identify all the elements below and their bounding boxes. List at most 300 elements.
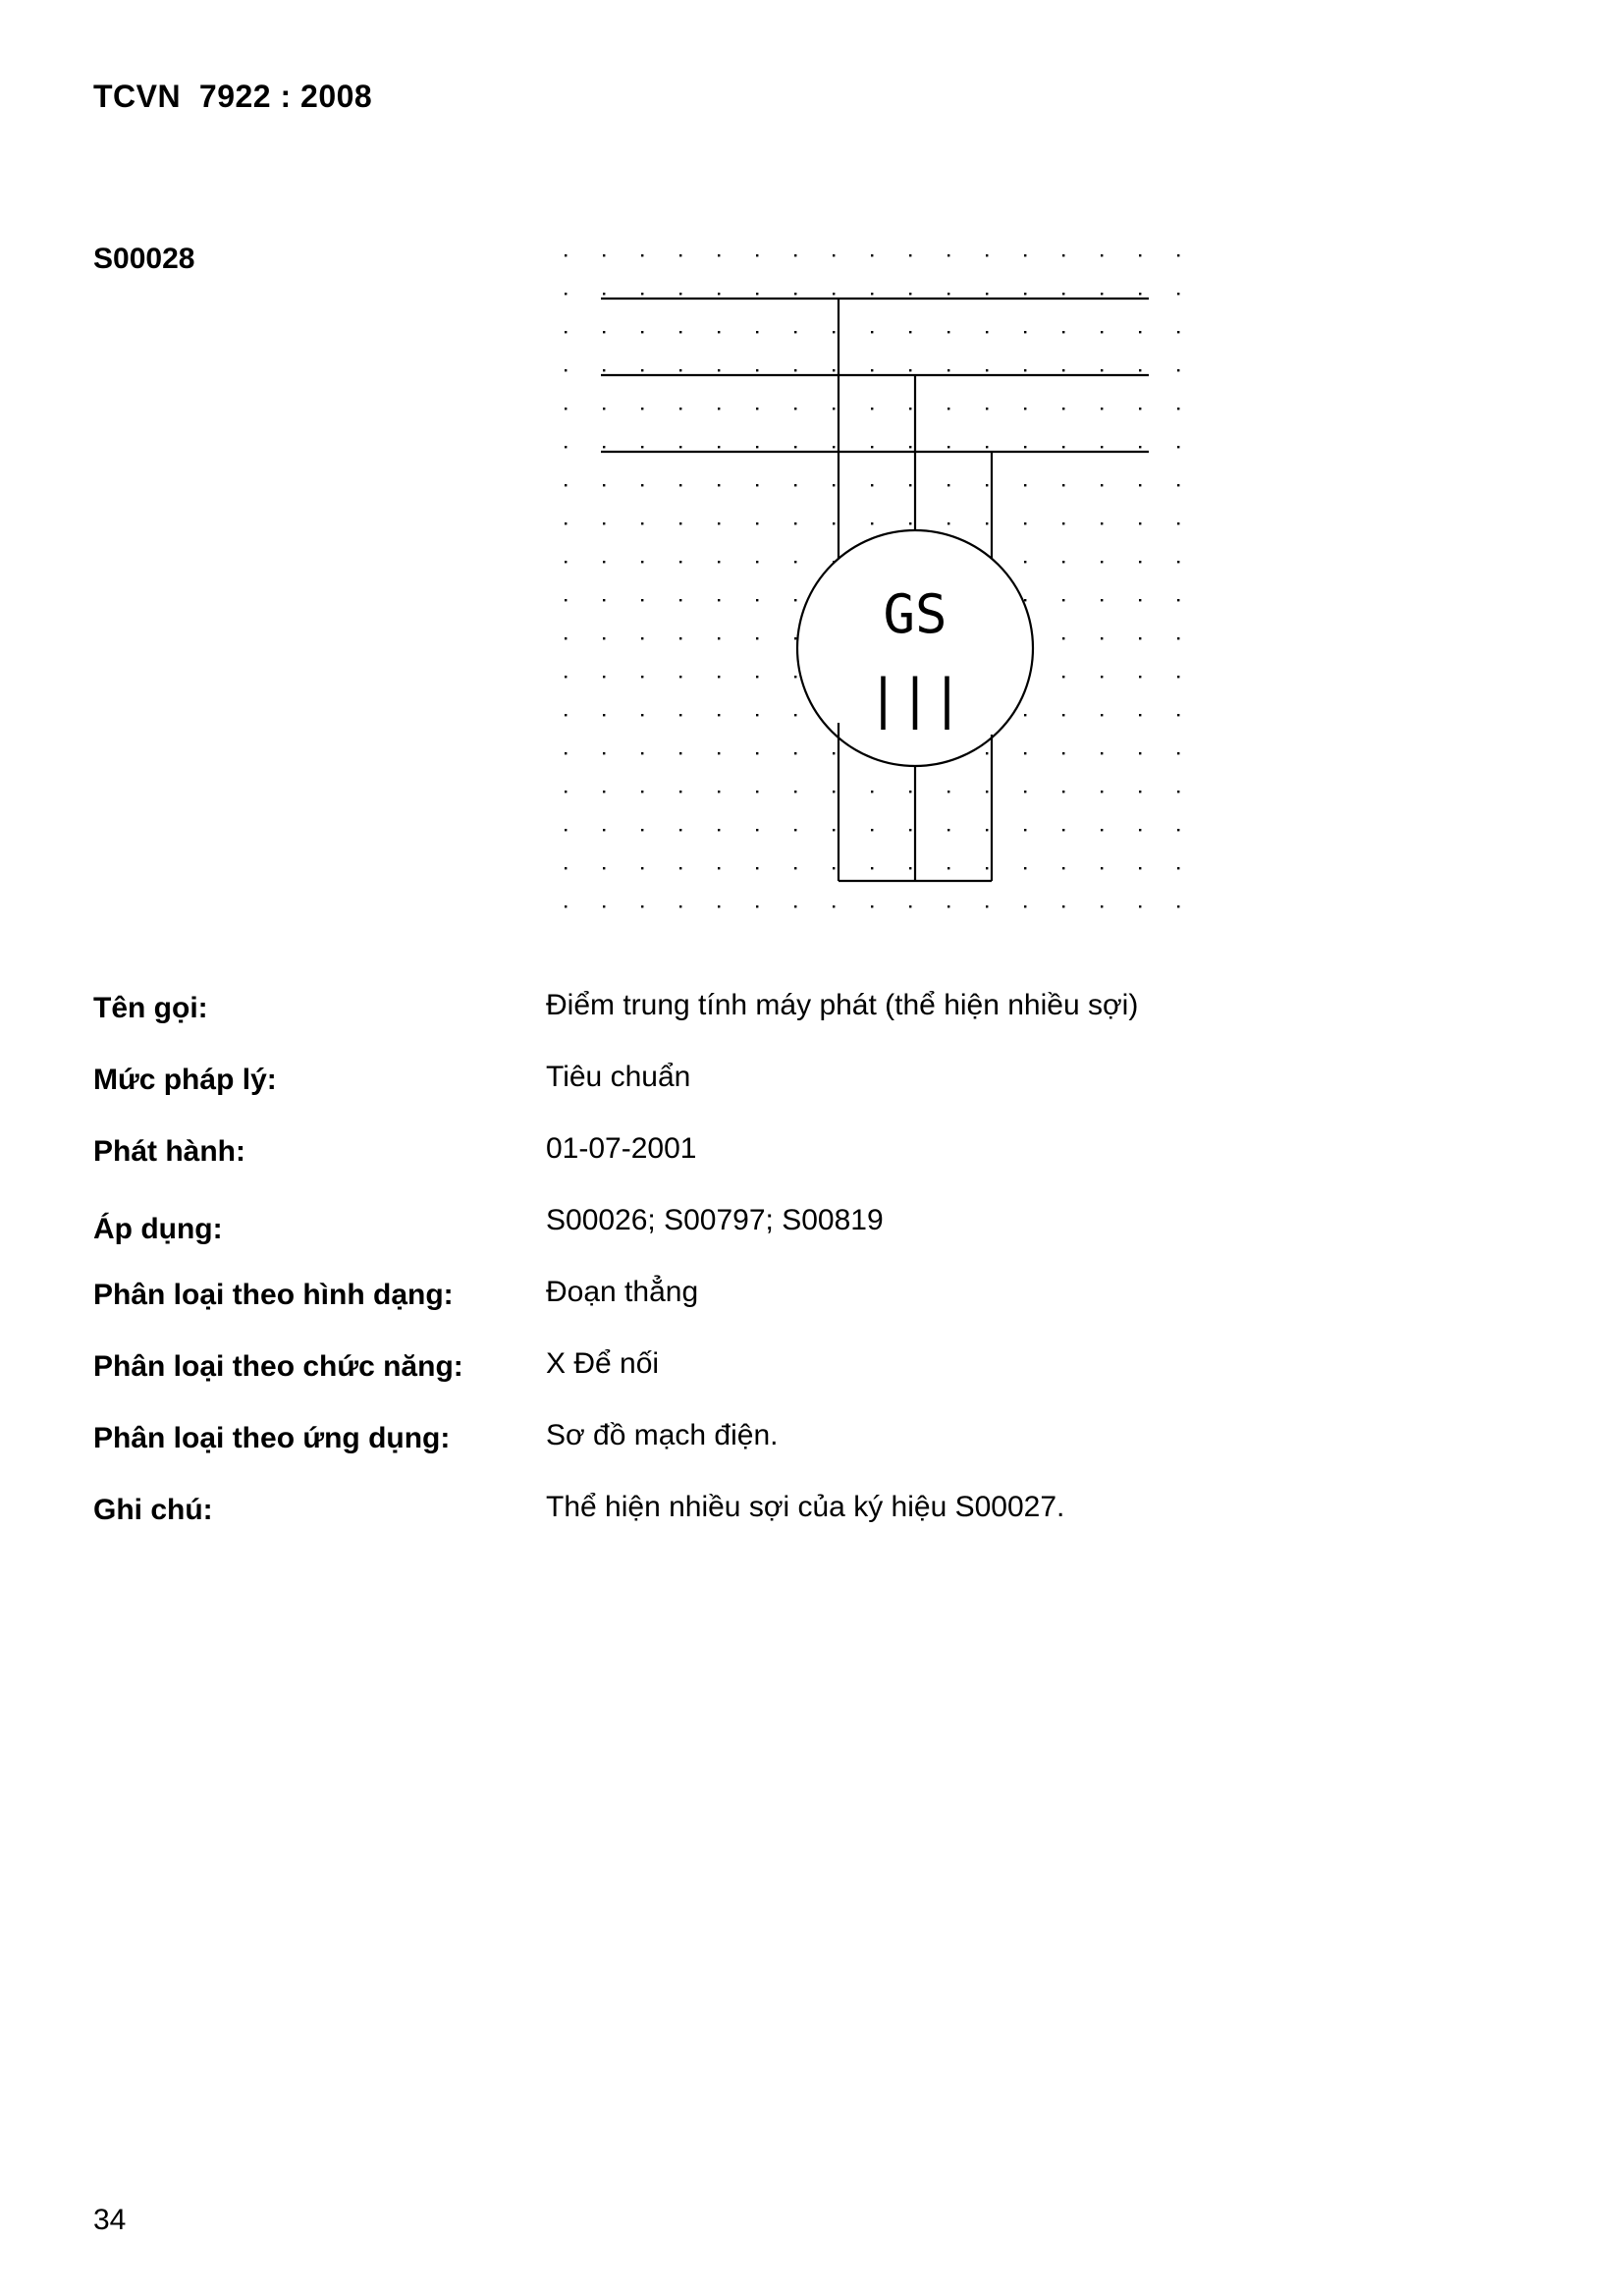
grid-dot	[794, 714, 796, 716]
grid-dot	[986, 331, 988, 333]
grid-dot	[794, 331, 796, 333]
grid-dot	[1139, 446, 1141, 448]
grid-dot	[641, 522, 643, 524]
grid-dot	[1139, 254, 1141, 256]
grid-dot	[679, 714, 681, 716]
grid-dot	[565, 561, 567, 563]
grid-dot	[794, 905, 796, 907]
grid-dot	[794, 293, 796, 295]
grid-dot	[909, 484, 911, 486]
grid-dot	[756, 484, 758, 486]
grid-dot	[679, 293, 681, 295]
grid-dot	[986, 791, 988, 793]
grid-dot	[833, 752, 835, 754]
grid-dot	[679, 331, 681, 333]
symbol-code: S00028	[93, 243, 195, 275]
grid-dot	[947, 369, 949, 371]
field-row-name	[93, 989, 1468, 1064]
grid-dot	[1101, 905, 1103, 907]
grid-dot	[909, 829, 911, 831]
grid-dot	[679, 599, 681, 601]
grid-dot	[603, 829, 605, 831]
grid-dot	[1024, 293, 1026, 295]
grid-dot	[756, 905, 758, 907]
grid-dot	[1101, 829, 1103, 831]
grid-dot	[1139, 752, 1141, 754]
grid-dot	[947, 293, 949, 295]
field-value: Điểm trung tính máy phát (thể hiện nhiều sợi)	[546, 989, 1139, 1021]
grid-dot	[833, 867, 835, 869]
grid-dot	[565, 791, 567, 793]
grid-dot	[756, 522, 758, 524]
grid-dot	[833, 829, 835, 831]
field-value: 01-07-2001	[546, 1132, 697, 1165]
grid-dot	[1024, 867, 1026, 869]
grid-dot	[1101, 714, 1103, 716]
grid-dot	[641, 369, 643, 371]
grid-dot	[718, 867, 720, 869]
grid-dot	[909, 791, 911, 793]
three-phase-mark: |||	[867, 668, 963, 730]
grid-dot	[1024, 484, 1026, 486]
grid-dot	[565, 254, 567, 256]
grid-dot	[1139, 561, 1141, 563]
grid-dot	[1101, 637, 1103, 639]
grid-dot	[1024, 254, 1026, 256]
grid-dot	[909, 369, 911, 371]
grid-dot	[1177, 905, 1179, 907]
field-label: Áp dụng:	[93, 1213, 223, 1245]
grid-dot	[1024, 752, 1026, 754]
grid-dot	[1101, 408, 1103, 410]
grid-dot	[756, 561, 758, 563]
grid-dot	[1177, 637, 1179, 639]
diagram-lines	[601, 299, 1149, 881]
grid-dot	[794, 637, 796, 639]
grid-dot	[718, 331, 720, 333]
grid-dot	[603, 369, 605, 371]
grid-dot	[1139, 369, 1141, 371]
grid-dot	[794, 829, 796, 831]
grid-dot	[641, 714, 643, 716]
grid-dot	[756, 791, 758, 793]
field-value: S00026; S00797; S00819	[546, 1204, 884, 1236]
grid-dot	[1177, 446, 1179, 448]
grid-dot	[1101, 331, 1103, 333]
grid-dot	[603, 599, 605, 601]
grid-dot	[871, 331, 873, 333]
grid-dot	[641, 599, 643, 601]
grid-dot	[565, 752, 567, 754]
grid-dot	[718, 752, 720, 754]
grid-dot	[871, 369, 873, 371]
grid-dot	[833, 446, 835, 448]
grid-dot	[986, 254, 988, 256]
grid-dot	[641, 676, 643, 678]
grid-dot	[641, 829, 643, 831]
grid-dot	[641, 752, 643, 754]
grid-dot	[756, 752, 758, 754]
grid-dot	[833, 905, 835, 907]
grid-dot	[947, 829, 949, 831]
grid-dot	[679, 561, 681, 563]
grid-dot	[756, 637, 758, 639]
grid-dot	[565, 369, 567, 371]
grid-dot	[1024, 561, 1026, 563]
grid-dot	[603, 791, 605, 793]
grid-dot	[1101, 446, 1103, 448]
grid-dot	[641, 331, 643, 333]
grid-dot	[947, 905, 949, 907]
grid-dot	[909, 446, 911, 448]
grid-dot	[1177, 331, 1179, 333]
grid-dot	[1177, 254, 1179, 256]
grid-dot	[1062, 867, 1064, 869]
grid-dot	[679, 829, 681, 831]
grid-dot	[756, 408, 758, 410]
grid-dot	[986, 829, 988, 831]
grid-dot	[1139, 867, 1141, 869]
grid-dot	[947, 408, 949, 410]
grid-dot	[909, 331, 911, 333]
grid-dot	[641, 254, 643, 256]
grid-dot	[641, 791, 643, 793]
grid-dot	[1139, 676, 1141, 678]
grid-dot	[871, 293, 873, 295]
grid-dot	[756, 867, 758, 869]
grid-dot	[1177, 599, 1179, 601]
grid-dot	[794, 791, 796, 793]
grid-dot	[1062, 791, 1064, 793]
grid-dot	[756, 714, 758, 716]
grid-dot	[871, 829, 873, 831]
grid-dot	[603, 254, 605, 256]
grid-dot	[871, 446, 873, 448]
grid-dot	[986, 905, 988, 907]
grid-dot	[1024, 522, 1026, 524]
grid-dot	[679, 676, 681, 678]
grid-dot	[603, 676, 605, 678]
grid-dot	[679, 254, 681, 256]
grid-dot	[1062, 637, 1064, 639]
grid-dot	[871, 484, 873, 486]
grid-dot	[1177, 829, 1179, 831]
grid-dot	[1062, 446, 1064, 448]
field-label: Phát hành:	[93, 1135, 245, 1168]
grid-dot	[641, 293, 643, 295]
grid-dot	[1062, 293, 1064, 295]
grid-dot	[1177, 484, 1179, 486]
grid-dot	[909, 867, 911, 869]
field-value: Thể hiện nhiều sợi của ký hiệu S00027.	[546, 1491, 1065, 1523]
grid-dot	[565, 522, 567, 524]
grid-dot	[794, 752, 796, 754]
grid-dot	[1024, 331, 1026, 333]
grid-dot	[641, 905, 643, 907]
grid-dot	[718, 637, 720, 639]
grid-dot	[947, 791, 949, 793]
grid-dot	[641, 637, 643, 639]
grid-dot	[1062, 829, 1064, 831]
grid-dot	[1024, 369, 1026, 371]
grid-dot	[679, 867, 681, 869]
grid-dot	[603, 522, 605, 524]
grid-dot	[718, 599, 720, 601]
grid-dot	[718, 254, 720, 256]
field-row-issued	[93, 1132, 1468, 1207]
grid-dot	[679, 522, 681, 524]
grid-dot	[603, 561, 605, 563]
grid-dot	[718, 446, 720, 448]
field-row-application-class	[93, 1419, 1468, 1494]
grid-dot	[1177, 714, 1179, 716]
grid-dot	[603, 714, 605, 716]
grid-dot	[833, 369, 835, 371]
grid-dot	[756, 369, 758, 371]
grid-dot	[565, 867, 567, 869]
grid-dot	[871, 408, 873, 410]
grid-dot	[1062, 522, 1064, 524]
grid-dot	[756, 829, 758, 831]
field-label: Mức pháp lý:	[93, 1064, 277, 1096]
grid-dot	[565, 829, 567, 831]
grid-dot	[794, 254, 796, 256]
grid-dot	[1101, 522, 1103, 524]
grid-dot	[718, 369, 720, 371]
grid-dot	[947, 867, 949, 869]
grid-dot	[565, 331, 567, 333]
grid-dot	[565, 676, 567, 678]
grid-dot	[871, 254, 873, 256]
grid-dot	[1101, 293, 1103, 295]
grid-dot	[1139, 331, 1141, 333]
grid-dot	[1139, 522, 1141, 524]
grid-dot	[1101, 561, 1103, 563]
grid-dot	[871, 905, 873, 907]
grid-dot	[756, 599, 758, 601]
grid-dot	[756, 331, 758, 333]
grid-dot	[1062, 752, 1064, 754]
grid-dot	[603, 867, 605, 869]
grid-dot	[641, 446, 643, 448]
grid-dot	[947, 446, 949, 448]
grid-dot	[1139, 293, 1141, 295]
grid-dot	[1139, 637, 1141, 639]
grid-dot	[833, 522, 835, 524]
grid-dot	[679, 752, 681, 754]
grid-dot	[871, 791, 873, 793]
grid-dot	[833, 254, 835, 256]
grid-dot	[833, 293, 835, 295]
grid-dot	[1177, 293, 1179, 295]
grid-dot	[1062, 331, 1064, 333]
grid-dot	[1101, 752, 1103, 754]
grid-dot	[1177, 676, 1179, 678]
grid-dot	[1139, 829, 1141, 831]
generator-label: GS	[883, 583, 947, 645]
grid-dot	[679, 905, 681, 907]
grid-dot	[986, 369, 988, 371]
grid-dot	[603, 408, 605, 410]
generator-circle	[797, 530, 1033, 766]
grid-dot	[1139, 599, 1141, 601]
grid-dot	[909, 254, 911, 256]
grid-dot	[909, 408, 911, 410]
grid-dot	[947, 254, 949, 256]
grid-dot	[565, 599, 567, 601]
grid-dot	[794, 522, 796, 524]
grid-dot	[986, 867, 988, 869]
grid-dot	[679, 484, 681, 486]
grid-dot	[986, 293, 988, 295]
grid-dot	[679, 408, 681, 410]
grid-dot	[1062, 561, 1064, 563]
grid-dot	[794, 484, 796, 486]
grid-dot	[1062, 408, 1064, 410]
grid-dot	[909, 905, 911, 907]
grid-dot	[794, 676, 796, 678]
grid-dot	[603, 293, 605, 295]
grid-dot	[718, 714, 720, 716]
grid-dot	[718, 561, 720, 563]
grid-dot	[1101, 254, 1103, 256]
grid-dot	[794, 561, 796, 563]
grid-dot	[909, 293, 911, 295]
grid-dot	[1024, 446, 1026, 448]
grid-dot	[1101, 599, 1103, 601]
grid-dot	[1177, 408, 1179, 410]
grid-dot	[603, 752, 605, 754]
field-value: Sơ đồ mạch điện.	[546, 1419, 779, 1451]
grid-dot	[1177, 867, 1179, 869]
grid-dot	[718, 676, 720, 678]
grid-dot	[718, 905, 720, 907]
grid-dot	[1139, 484, 1141, 486]
field-row-shape-class	[93, 1276, 1468, 1350]
grid-dot	[1062, 905, 1064, 907]
grid-dot	[833, 408, 835, 410]
field-row-function-class	[93, 1347, 1468, 1422]
grid-dot	[1024, 791, 1026, 793]
grid-dot	[756, 293, 758, 295]
grid-dot	[871, 867, 873, 869]
grid-dot	[756, 254, 758, 256]
grid-dot	[833, 791, 835, 793]
grid-dot	[1062, 369, 1064, 371]
grid-dot	[603, 905, 605, 907]
grid-dot	[1177, 561, 1179, 563]
grid-dot	[1101, 791, 1103, 793]
generator-neutral-diagram	[550, 236, 1218, 943]
page-number: 34	[93, 2204, 127, 2236]
grid-dot	[794, 408, 796, 410]
grid-dot	[794, 369, 796, 371]
grid-dot	[718, 408, 720, 410]
grid-dot	[871, 522, 873, 524]
grid-dot	[718, 829, 720, 831]
grid-dot	[679, 637, 681, 639]
grid-dot	[986, 484, 988, 486]
grid-dot	[1024, 829, 1026, 831]
grid-dot	[565, 446, 567, 448]
grid-dot	[1101, 369, 1103, 371]
grid-dot	[909, 522, 911, 524]
grid-dot	[1024, 714, 1026, 716]
field-label: Tên gọi:	[93, 992, 208, 1024]
field-label: Ghi chú:	[93, 1494, 213, 1526]
grid-dot	[794, 867, 796, 869]
field-value: Đoạn thẳng	[546, 1276, 699, 1308]
grid-dot	[565, 408, 567, 410]
document-header: TCVN 7922 : 2008	[93, 79, 373, 114]
grid-dot	[1024, 408, 1026, 410]
grid-dot	[641, 867, 643, 869]
grid-dot	[603, 446, 605, 448]
grid-dot	[679, 446, 681, 448]
grid-dot	[1024, 905, 1026, 907]
grid-dot	[1062, 254, 1064, 256]
grid-dot	[565, 293, 567, 295]
grid-dot	[947, 484, 949, 486]
field-label: Phân loại theo hình dạng:	[93, 1279, 454, 1311]
grid-dot	[1139, 408, 1141, 410]
grid-dot	[603, 484, 605, 486]
grid-dot	[641, 408, 643, 410]
grid-dot	[1062, 676, 1064, 678]
grid-dot	[986, 446, 988, 448]
grid-dot	[565, 637, 567, 639]
grid-dot	[1024, 599, 1026, 601]
grid-dot	[1139, 714, 1141, 716]
grid-dot	[641, 561, 643, 563]
symbol-figure	[550, 236, 1218, 943]
grid-dot	[718, 484, 720, 486]
grid-dot	[641, 484, 643, 486]
grid-dot	[1177, 522, 1179, 524]
field-row-note	[93, 1491, 1468, 1565]
field-value: X Để nối	[546, 1347, 660, 1380]
grid-dot	[1062, 599, 1064, 601]
grid-dot	[679, 369, 681, 371]
grid-dot	[565, 905, 567, 907]
field-value: Tiêu chuẩn	[546, 1061, 691, 1093]
grid-dot	[1177, 791, 1179, 793]
field-row-legal-level	[93, 1061, 1468, 1135]
grid-dot	[679, 791, 681, 793]
grid-dot	[756, 676, 758, 678]
grid-dot	[1139, 905, 1141, 907]
grid-dot	[833, 331, 835, 333]
grid-dot	[565, 484, 567, 486]
grid-dot	[718, 522, 720, 524]
grid-dot	[603, 331, 605, 333]
grid-dot	[1101, 867, 1103, 869]
grid-dot	[794, 446, 796, 448]
grid-dot	[947, 331, 949, 333]
grid-dot	[565, 714, 567, 716]
grid-dot	[986, 522, 988, 524]
symbol-properties	[93, 989, 1468, 1565]
grid-dot	[1101, 484, 1103, 486]
field-label: Phân loại theo ứng dụng:	[93, 1422, 451, 1454]
grid-dot	[794, 599, 796, 601]
grid-dot	[947, 522, 949, 524]
grid-dot	[833, 484, 835, 486]
grid-dot	[718, 791, 720, 793]
grid-dot	[1062, 714, 1064, 716]
grid-dot	[1177, 752, 1179, 754]
grid-dot	[1062, 484, 1064, 486]
